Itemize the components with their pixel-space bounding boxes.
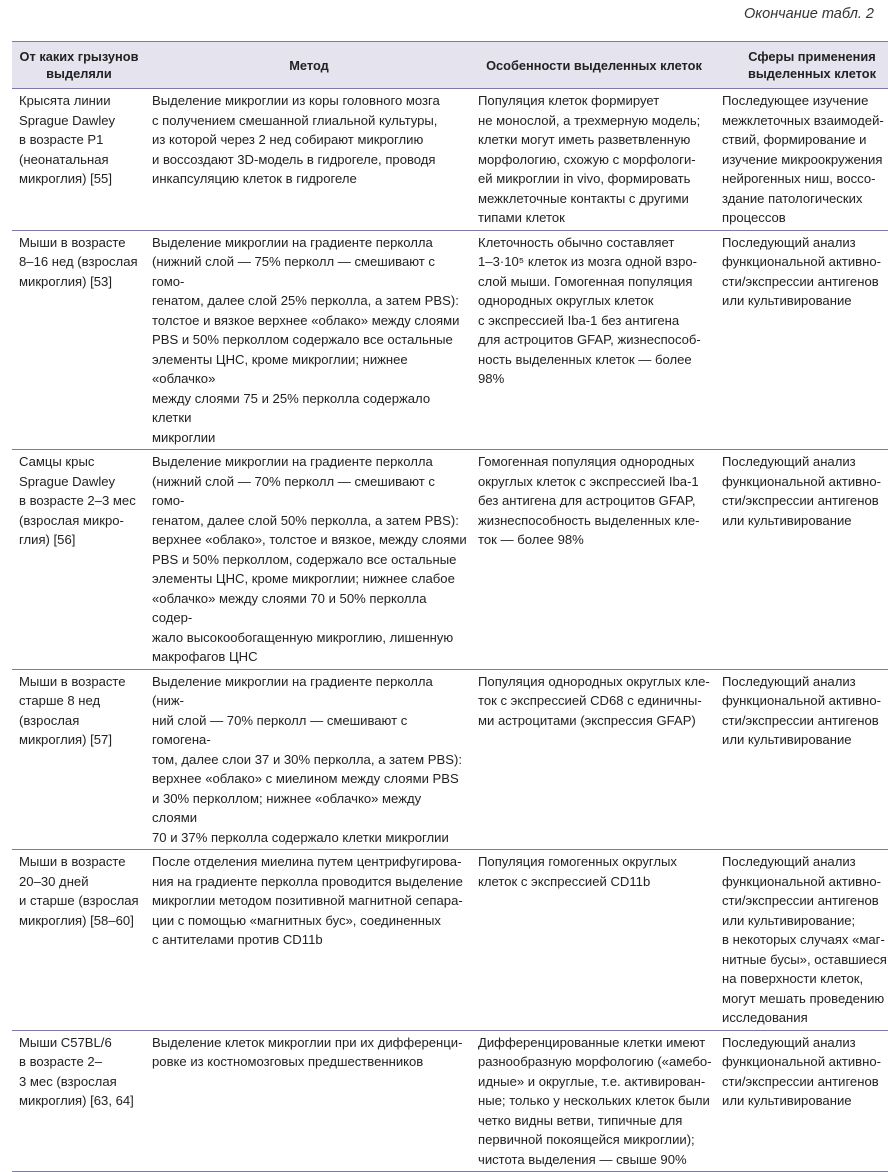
cell-line: Последующее изучение [722, 93, 869, 108]
cell-method [146, 89, 472, 231]
cell-line: идные» и округлые, т.е. активирован- [478, 1073, 706, 1089]
cell-line: Последующий анализ [722, 854, 856, 869]
cell-line: округлых клеток с экспрессией Iba-1 [478, 473, 699, 489]
cell-line: (взрослая [19, 712, 80, 728]
cell-line: Sprague Dawley [19, 473, 116, 489]
cell-features [472, 450, 716, 670]
cell-line: с экспрессией Iba-1 без антигена [478, 312, 680, 328]
cell-line: на поверхности клеток, [722, 971, 864, 986]
cell-line: функциональной активно- [722, 693, 881, 708]
cell-applications [716, 230, 888, 450]
cell-line: в возрасте 2– [19, 1054, 102, 1069]
cell-line: ствий, формирование и [722, 132, 867, 147]
cell-applications [716, 450, 888, 670]
cell-line: процессов [722, 210, 786, 225]
cell-line: четко видны ветви, типичные для [478, 1112, 683, 1128]
cell-line: ность выделенных клеток — более [478, 351, 692, 367]
header-source: От каких грызунов выделяли [12, 42, 146, 89]
cell-line: функциональной активно- [722, 873, 881, 889]
cell-features [472, 669, 716, 850]
cell-line: и старше (взрослая [19, 893, 139, 908]
cell-line: инкапсуляцию клеток в гидрогеле [152, 171, 357, 186]
cell-method [146, 1030, 472, 1172]
cell-line: микроглия) [57] [19, 732, 112, 747]
cell-line: без антигена для астроцитов GFAP, [478, 493, 696, 508]
cell-line: изучение микроокружения [722, 151, 883, 167]
header-method: Метод [146, 42, 472, 89]
cell-line: Мыши в возрасте [19, 234, 126, 250]
cell-line: микроглии методом позитивной магнитной сепара- [152, 893, 463, 908]
cell-line: Популяция однородных округлых кле- [478, 673, 710, 689]
cell-line: Клеточность обычно составляет [478, 234, 675, 250]
cell-line: функциональной активно- [722, 473, 881, 489]
table-caption: Окончание табл. 2 [744, 6, 874, 22]
cell-line: Sprague Dawley [19, 112, 116, 128]
cell-features [472, 850, 716, 1031]
cell-method [146, 669, 472, 850]
cell-line: Последующий анализ [722, 1034, 856, 1050]
cell-applications [716, 89, 888, 231]
cell-line: 3 мес (взрослая [19, 1073, 117, 1089]
cell-line: элементы ЦНС, кроме микроглии; нижнее «облачко» [152, 351, 408, 386]
cell-line: верхнее «облако», толстое и вязкое, между слоями [152, 532, 467, 547]
cell-line: PBS и 50% перколлом содержало все остальные [152, 332, 453, 347]
cell-line: генатом, далее слой 25% перколла, а затем PBS): [152, 293, 459, 308]
cell-line: сти/экспрессии антигенов [722, 273, 879, 289]
cell-line: генатом, далее слой 50% перколла, а затем PBS): [152, 512, 459, 528]
cell-line: Выделение микроглии из коры головного мозга [152, 93, 440, 108]
cell-line: Популяция клеток формирует [478, 93, 660, 108]
cell-source [12, 230, 146, 450]
cell-line: первичной покоящейся микроглии); [478, 1132, 695, 1147]
cell-line: нейрогенных ниш, воссо- [722, 171, 876, 186]
cell-line: в некоторых случаях «маг- [722, 932, 885, 947]
cell-line: микроглия) [58–60] [19, 912, 134, 928]
table-row [12, 669, 888, 850]
cell-line: 1–3·10⁵ клеток из мозга одной взро- [478, 254, 698, 269]
cell-line: ния на градиенте перколла проводится выделение [152, 873, 463, 889]
cell-line: элементы ЦНС, кроме микроглии; нижнее слабое [152, 571, 455, 586]
cell-line: с антителами против CD11b [152, 932, 323, 947]
cell-line: Последующий анализ [722, 454, 856, 469]
cell-line: «облачко» между слоями 70 и 50% перколла содер- [152, 590, 427, 625]
cell-line: ции с помощью «магнитных бус», соединенных [152, 912, 441, 928]
cell-line: макрофагов ЦНС [152, 649, 258, 664]
cell-line: Дифференцированные клетки имеют [478, 1034, 706, 1050]
cell-line: разнообразную морфологию («амебо- [478, 1054, 712, 1069]
cell-line: и воссоздают 3D-модель в гидрогеле, проводя [152, 151, 436, 167]
cell-line: (неонатальная [19, 151, 109, 167]
cell-applications [716, 1030, 888, 1172]
cell-line: 98% [478, 371, 505, 386]
cell-line: том, далее слои 37 и 30% перколла, а затем PBS): [152, 751, 462, 767]
cell-applications [716, 669, 888, 850]
cell-features [472, 1030, 716, 1172]
table-body [12, 89, 888, 1172]
cell-features [472, 89, 716, 231]
cell-line: или культивирование [722, 512, 852, 528]
cell-line: нитные бусы», оставшиеся [722, 951, 887, 967]
table-row [12, 850, 888, 1031]
cell-line: жало высокообогащенную микроглию, лишенную [152, 629, 454, 645]
cell-line: чистота выделения — свыше 90% [478, 1151, 687, 1167]
cell-line: Мыши C57BL/6 [19, 1034, 112, 1050]
cell-line: сти/экспрессии антигенов [722, 493, 879, 508]
cell-line: не монослой, а трехмерную модель; [478, 112, 701, 128]
cell-line: ные; только у нескольких клеток были [478, 1093, 710, 1108]
cell-line: старше 8 нед [19, 693, 101, 708]
cell-line: Выделение микроглии на градиенте перколла [152, 234, 433, 250]
table-row [12, 450, 888, 670]
cell-line: 20–30 дней [19, 873, 89, 889]
cell-line: микроглия) [53] [19, 273, 112, 289]
cell-line: в возрасте 2–3 мес [19, 493, 136, 508]
cell-line: ток — более 98% [478, 532, 584, 547]
cell-line: сти/экспрессии антигенов [722, 712, 879, 728]
cell-line: межклеточные контакты с другими [478, 190, 689, 206]
table-row [12, 230, 888, 450]
cell-source [12, 450, 146, 670]
cell-line: ми астроцитами (экспрессия GFAP) [478, 712, 696, 728]
cell-line: PBS и 50% перколлом, содержало все остальные [152, 551, 457, 567]
cell-line: микроглия) [63, 64] [19, 1093, 134, 1108]
cell-line: Выделение клеток микроглии при их дифференци- [152, 1034, 463, 1050]
cell-line: однородных округлых клеток [478, 293, 654, 308]
cell-line: для астроцитов GFAP, жизнеспособ- [478, 332, 701, 347]
table-row [12, 89, 888, 231]
cell-line: сти/экспрессии антигенов [722, 1073, 879, 1089]
table-row [12, 1030, 888, 1172]
cell-line: с получением смешанной глиальной культуры, [152, 112, 438, 128]
cell-line: из которой через 2 нед собирают микроглию [152, 132, 424, 147]
cell-method [146, 850, 472, 1031]
cell-line: слой мыши. Гомогенная популяция [478, 273, 693, 289]
cell-source [12, 1030, 146, 1172]
cell-line: типами клеток [478, 210, 565, 225]
cell-line: или культивирование [722, 293, 852, 308]
cell-line: клетки могут иметь разветвленную [478, 132, 691, 147]
cell-line: ток с экспрессией CD68 с единичны- [478, 693, 702, 708]
cell-line: здание патологических [722, 190, 863, 206]
cell-line: ровке из костномозговых предшественников [152, 1054, 424, 1069]
cell-line: Мыши в возрасте [19, 673, 126, 689]
cell-line: Самцы крыс [19, 454, 95, 469]
cell-line: ей микроглии in vivo, формировать [478, 171, 691, 186]
cell-line: функциональной активно- [722, 254, 881, 269]
cell-line: между слоями 75 и 25% перколла содержало клетки [152, 390, 431, 425]
cell-features [472, 230, 716, 450]
cell-line: клеток с экспрессией CD11b [478, 873, 651, 889]
cell-line: сти/экспрессии антигенов [722, 893, 879, 908]
cell-line: 70 и 37% перколла содержало клетки микроглии [152, 829, 449, 845]
cell-line: межклеточных взаимодей- [722, 112, 884, 128]
cell-line: микроглии [152, 429, 216, 445]
cell-line: исследования [722, 1010, 808, 1025]
cell-applications [716, 850, 888, 1031]
cell-line: глия) [56] [19, 532, 76, 547]
cell-line: и 30% перколлом; нижнее «облачко» между слоями [152, 790, 422, 825]
cell-line: (нижний слой — 70% перколл — смешивают с гомо- [152, 473, 435, 508]
cell-source [12, 89, 146, 231]
table-header-row [12, 42, 888, 89]
cell-line: морфологию, схожую с морфологи- [478, 151, 696, 167]
microglia-isolation-table [12, 41, 888, 1172]
cell-line: (нижний слой — 75% перколл — смешивают с гомо- [152, 254, 435, 289]
cell-source [12, 669, 146, 850]
cell-line: 8–16 нед (взрослая [19, 254, 138, 269]
cell-line: Популяция гомогенных округлых [478, 854, 677, 869]
cell-method [146, 230, 472, 450]
cell-line: жизнеспособность выделенных кле- [478, 512, 700, 528]
cell-line: ний слой — 70% перколл — смешивают с гомогена- [152, 712, 408, 747]
cell-line: функциональной активно- [722, 1054, 881, 1069]
cell-line: могут мешать проведению [722, 990, 885, 1006]
cell-line: Мыши в возрасте [19, 854, 126, 869]
cell-line: Последующий анализ [722, 673, 856, 689]
cell-method [146, 450, 472, 670]
cell-line: микроглия) [55] [19, 171, 112, 186]
cell-line: или культивирование [722, 1093, 852, 1108]
cell-line: После отделения миелина путем центрифугирова- [152, 854, 462, 869]
cell-line: толстое и вязкое верхнее «облако» между слоями [152, 312, 460, 328]
cell-line: Выделение микроглии на градиенте перколла (ниж- [152, 673, 433, 708]
cell-line: верхнее «облако» с миелином между слоями PBS [152, 771, 459, 786]
header-applications: Сферы применения выделенных клеток [716, 42, 888, 89]
cell-line: Выделение микроглии на градиенте перколла [152, 454, 433, 469]
cell-line: Крысята линии [19, 93, 111, 108]
cell-line: или культивирование; [722, 912, 856, 928]
cell-line: (взрослая микро- [19, 512, 124, 528]
header-features: Особенности выделенных клеток [472, 42, 716, 89]
cell-line: или культивирование [722, 732, 852, 747]
cell-line: Последующий анализ [722, 234, 856, 250]
cell-line: в возрасте P1 [19, 132, 104, 147]
cell-line: Гомогенная популяция однородных [478, 454, 695, 469]
cell-source [12, 850, 146, 1031]
